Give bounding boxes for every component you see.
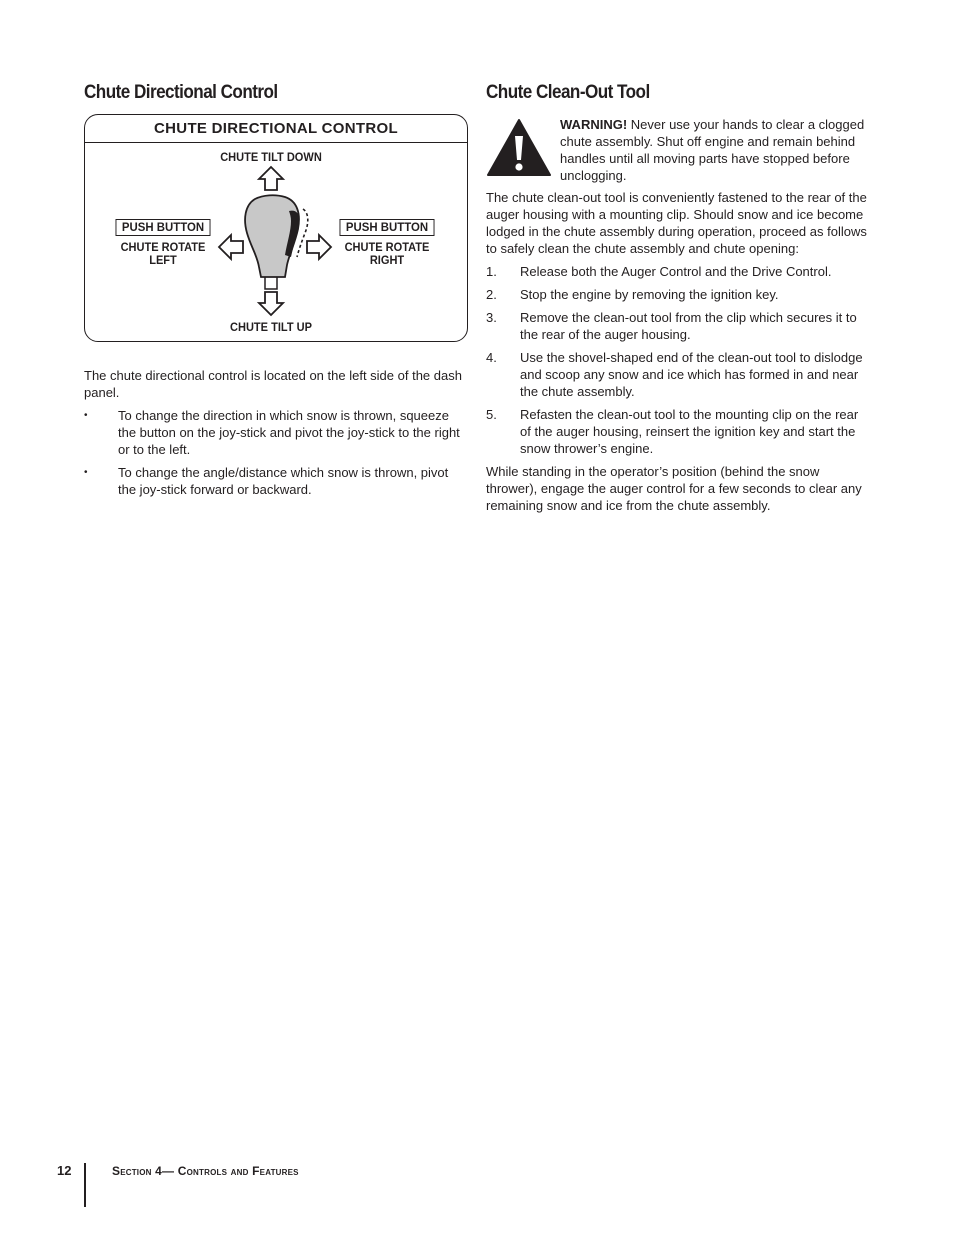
push-button-left-label: PUSH BUTTON: [116, 219, 211, 236]
push-button-right-label: PUSH BUTTON: [340, 219, 435, 236]
footer-divider: [84, 1163, 86, 1207]
tilt-up-arrow-icon: [259, 292, 283, 315]
step-text: Stop the engine by removing the ignition key.: [520, 287, 779, 302]
list-item: [486, 406, 871, 457]
list-item: [486, 309, 871, 343]
step-number: 2.: [486, 287, 497, 302]
list-item: [486, 286, 871, 303]
bullet-mark: •: [84, 410, 88, 421]
bullet-mark: •: [84, 467, 88, 478]
rotate-right-label-line1: CHUTE ROTATE: [344, 240, 430, 254]
rotate-left-arrow-icon: [219, 235, 243, 259]
chute-clean-out-tool-heading: Chute Clean-Out Tool: [486, 82, 650, 103]
list-item: [486, 349, 871, 400]
step-number: 4.: [486, 350, 497, 365]
diagram-title: CHUTE DIRECTIONAL CONTROL: [85, 115, 467, 143]
warning-label: WARNING!: [560, 117, 628, 132]
clean-out-closing: While standing in the operator’s position (behind the snow thrower), engage the auger control for a few seconds to clear any remaining snow and ice from the chute assembly.: [486, 464, 862, 513]
warning-body: Never use your hands to clear a clogged chute assembly. Shut off engine and remain behind handles until all moving parts have stopped before unclogging.: [560, 117, 865, 183]
step-number: 5.: [486, 407, 497, 422]
directional-control-bullets: [84, 407, 469, 498]
clean-out-steps: [486, 263, 871, 457]
rotate-right-arrow-icon: [307, 235, 331, 259]
tilt-down-label: CHUTE TILT DOWN: [220, 150, 322, 164]
left-column: [84, 80, 469, 504]
section-title: Section 4— Controls and Features: [112, 1164, 299, 1178]
bullet-text: To change the angle/distance which snow is thrown, pivot the joy-stick forward or backward.: [118, 465, 449, 497]
bullet-text: To change the direction in which snow is thrown, squeeze the button on the joy-stick and pivot the joy-stick to the right or to the left.: [118, 408, 460, 457]
warning-text: [560, 116, 872, 184]
page-number: 12: [57, 1163, 72, 1178]
rotate-left-label-line1: CHUTE ROTATE: [120, 240, 206, 254]
list-item: [84, 464, 469, 498]
list-item: [486, 263, 871, 280]
chute-directional-control-heading: Chute Directional Control: [84, 82, 278, 103]
step-number: 3.: [486, 310, 497, 325]
rotate-left-label-line2: LEFT: [149, 253, 177, 267]
directional-control-intro: The chute directional control is located on the left side of the dash panel.: [84, 368, 462, 400]
tilt-up-label: CHUTE TILT UP: [230, 320, 312, 334]
step-text: Release both the Auger Control and the Drive Control.: [520, 264, 832, 279]
step-number: 1.: [486, 264, 497, 279]
list-item: [84, 407, 469, 458]
step-text: Remove the clean-out tool from the clip which secures it to the rear of the auger housing.: [520, 310, 857, 342]
step-text: Use the shovel-shaped end of the clean-out tool to dislodge and scoop any snow and ice which has formed in and near the chute assembly.: [520, 350, 863, 399]
tilt-down-arrow-icon: [259, 167, 283, 190]
step-text: Refasten the clean-out tool to the mounting clip on the rear of the auger housing, reinsert the ignition key and start the snow thrower’s engine.: [520, 407, 859, 456]
chute-control-diagram: [84, 114, 468, 342]
warning-block: [486, 116, 871, 182]
warning-triangle-icon: [486, 118, 552, 178]
rotate-right-label-line2: RIGHT: [369, 253, 405, 267]
clean-out-intro: The chute clean-out tool is conveniently fastened to the rear of the auger housing with a mounting clip. Should snow and ice become lodged in the chute assembly during operation, proceed as follows to safely clean the chute assembly and chute opening:: [486, 190, 867, 256]
right-column: [486, 80, 871, 514]
